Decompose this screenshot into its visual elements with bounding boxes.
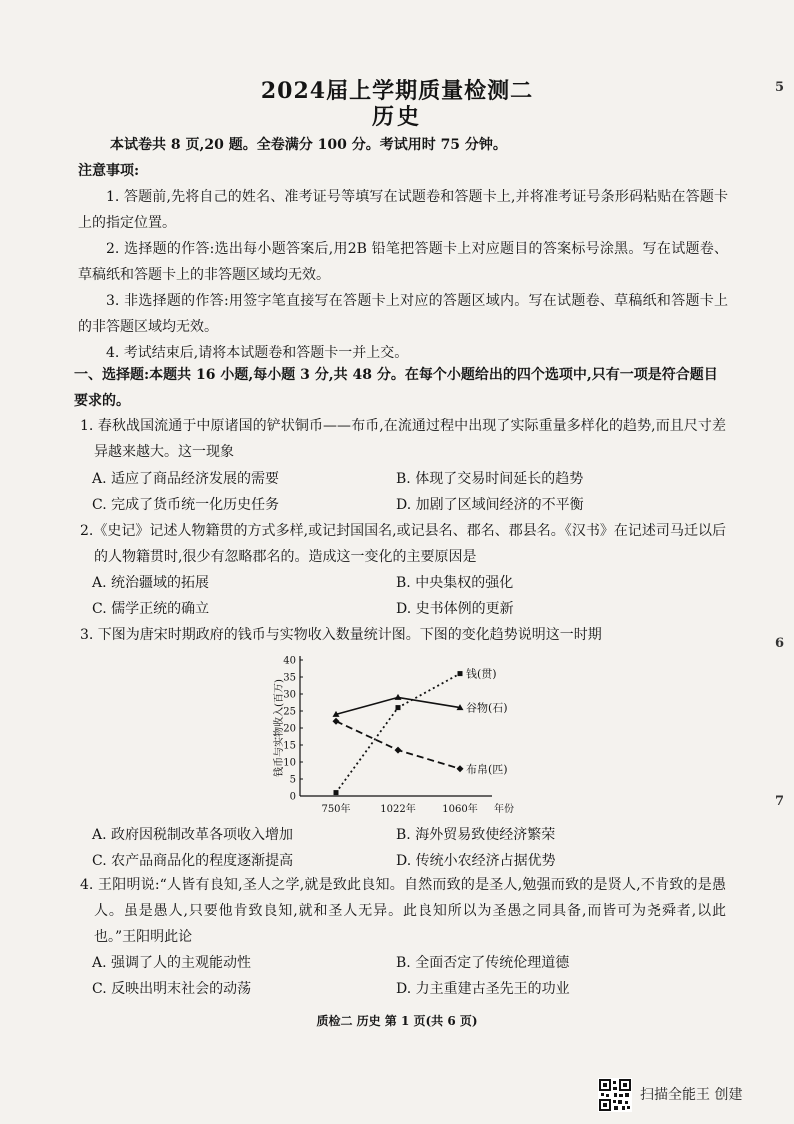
option-d: D. 史书体例的更新 [396, 601, 514, 617]
legend-entry: 谷物(石) [466, 701, 508, 715]
data-point [334, 790, 339, 795]
notice-item: 1. 答题前,先将自己的姓名、准考证号等填写在试题卷和答题卡上,并将准考证号条形码粘贴在答题卡上的指定位置。 [78, 189, 728, 231]
option-d: D. 加剧了区域间经济的不平衡 [396, 497, 584, 513]
option-a: A. 政府因税制改革各项收入增加 [92, 827, 294, 843]
x-axis-label: 年份 [494, 804, 514, 815]
x-tick-label: 750年 [321, 804, 351, 815]
y-tick-label: 20 [283, 723, 296, 735]
section-heading: 一、选择题:本题共 16 小题,每小题 3 分,共 48 分。在每个小题给出的四个选项中,只有一项是符合题目要求的。 [74, 367, 718, 409]
y-tick-label: 10 [283, 757, 296, 769]
y-tick-label: 25 [283, 706, 296, 718]
question-3 [80, 622, 726, 648]
x-tick-label: 1022年 [380, 804, 416, 815]
legend-entry: 布帛(匹) [466, 762, 508, 776]
y-axis-label: 钱币与实物收入(百万) [274, 679, 285, 777]
option-a: A. 适应了商品经济发展的需要 [92, 471, 280, 487]
question-stem: 2.《史记》记述人物籍贯的方式多样,或记封国国名,或记县名、郡名、郡县名。《汉书》在记述司马迁以后的人物籍贯时,很少有忽略郡名的。造成这一变化的主要原因是 [80, 523, 726, 565]
watermark-label: 扫描全能王 创建 [640, 1087, 743, 1103]
side-number: 5 [775, 80, 785, 95]
option-c: C. 反映出明末社会的动荡 [92, 981, 252, 997]
exam-title: 2024届上学期质量检测二 [260, 78, 534, 104]
option-d: D. 传统小农经济占据优势 [396, 853, 556, 869]
notice-title: 注意事项: [78, 163, 140, 179]
data-point [458, 671, 463, 676]
option-b: B. 全面否定了传统伦理道德 [396, 955, 570, 971]
option-a: A. 统治疆域的拓展 [92, 575, 210, 591]
series-line [336, 674, 460, 793]
side-number: 6 [775, 636, 785, 651]
question-stem: 4. 王阳明说:“人皆有良知,圣人之学,就是致此良知。自然而致的是圣人,勉强而致的是贤人,不肯致的是愚人。虽是愚人,只要他肯致良知,就和圣人无异。此良知所以为圣愚之同具备,而皆可为尧舜者,以此也。”王阳明此论 [80, 877, 726, 945]
data-point [457, 765, 464, 772]
question-stem: 1. 春秋战国流通于中原诸国的铲状铜币——布币,在流通过程中出现了实际重量多样化的趋势,而且尺寸差异越来越大。这一现象 [80, 418, 726, 460]
question-2 [80, 518, 726, 570]
data-point [395, 694, 402, 700]
notice-item: 4. 考试结束后,请将本试题卷和答题卡一并上交。 [106, 345, 409, 361]
qr-code-icon [598, 1078, 632, 1112]
revenue-chart [270, 650, 570, 822]
y-tick-label: 15 [283, 740, 296, 752]
y-tick-label: 0 [289, 791, 296, 803]
x-tick-label: 1060年 [442, 804, 478, 815]
notice-item: 3. 非选择题的作答:用签字笔直接写在答题卡上对应的答题区域内。写在试题卷、草稿纸和答题卡上的非答题区域均无效。 [78, 293, 728, 335]
option-c: C. 农产品商品化的程度逐渐提高 [92, 853, 294, 869]
data-point [396, 705, 401, 710]
question-1 [80, 413, 726, 465]
y-tick-label: 30 [283, 689, 296, 701]
data-point [333, 718, 340, 725]
option-c: C. 儒学正统的确立 [92, 601, 210, 617]
y-tick-label: 35 [283, 672, 296, 684]
series-line [336, 721, 460, 769]
question-stem: 3. 下图为唐宋时期政府的钱币与实物收入数量统计图。下图的变化趋势说明这一时期 [80, 627, 602, 643]
option-b: B. 体现了交易时间延长的趋势 [396, 471, 584, 487]
notice-item: 2. 选择题的作答:选出每小题答案后,用2B 铅笔把答题卡上对应题目的答案标号涂黑。写在试题卷、草稿纸和答题卡上的非答题区域均无效。 [78, 241, 728, 283]
y-tick-label: 5 [289, 774, 296, 786]
y-tick-label: 40 [283, 655, 296, 667]
data-point [395, 747, 402, 754]
option-d: D. 力主重建古圣先王的功业 [396, 981, 570, 997]
side-number: 7 [775, 794, 785, 809]
question-4 [80, 872, 726, 950]
page-footer: 质检二 历史 第 1 页(共 6 页) [316, 1014, 478, 1028]
option-c: C. 完成了货币统一化历史任务 [92, 497, 280, 513]
option-b: B. 中央集权的强化 [396, 575, 514, 591]
option-a: A. 强调了人的主观能动性 [92, 955, 252, 971]
option-b: B. 海外贸易致使经济繁荣 [396, 827, 556, 843]
exam-subject: 历史 [371, 104, 422, 130]
legend-entry: 钱(贯) [466, 667, 497, 681]
exam-info: 本试卷共 8 页,20 题。全卷满分 100 分。考试用时 75 分钟。 [110, 137, 507, 153]
